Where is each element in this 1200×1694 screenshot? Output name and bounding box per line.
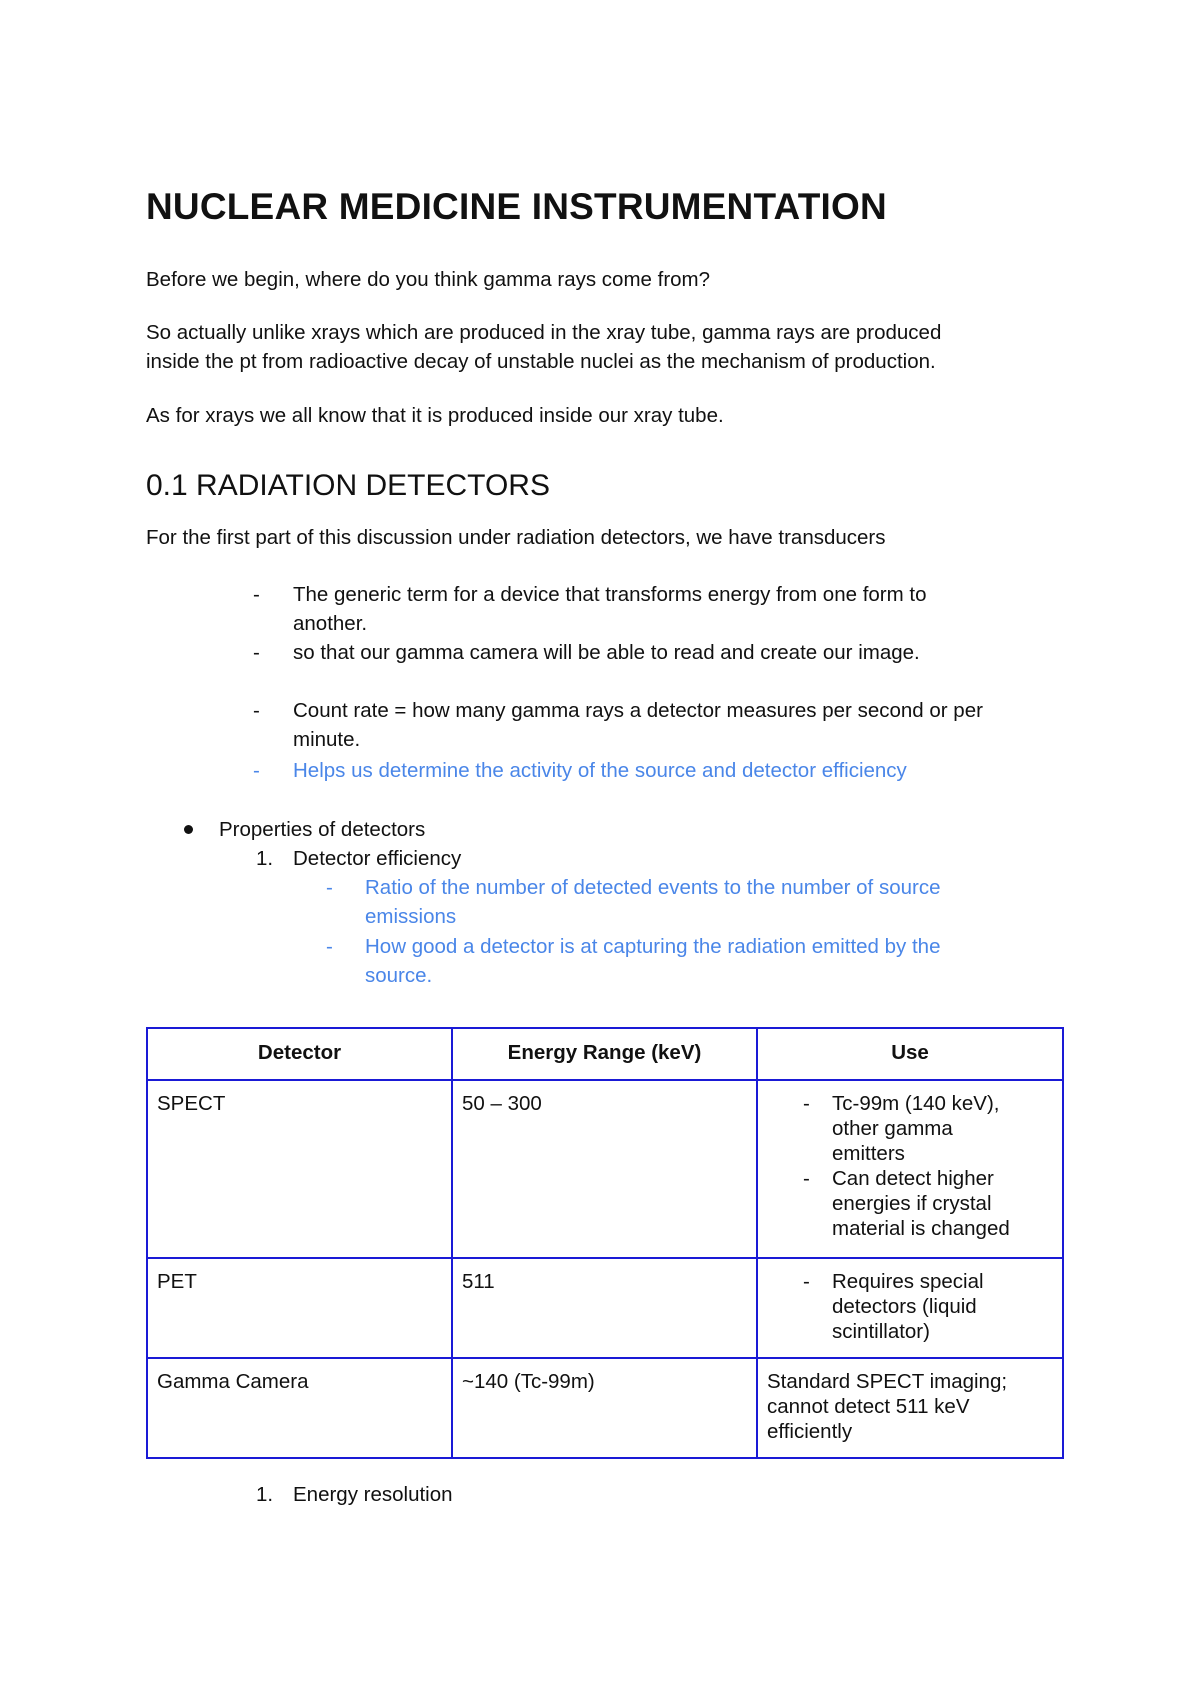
use-line: Requires special <box>832 1270 984 1293</box>
document-title: NUCLEAR MEDICINE INSTRUMENTATION <box>146 186 887 227</box>
list-item-text <box>293 580 1073 638</box>
intro-paragraph <box>146 318 1046 376</box>
use-line: Standard SPECT imaging; <box>767 1370 1008 1393</box>
column-header: Use <box>757 1028 1063 1080</box>
table-header-row <box>147 1028 1063 1080</box>
numbered-item-label: Energy resolution <box>293 1483 453 1506</box>
efficiency-point-line: How good a detector is at capturing the radiation emitted by the <box>365 935 941 958</box>
use-line: other gamma <box>832 1117 953 1140</box>
table-cell: Gamma Camera <box>147 1358 452 1458</box>
column-header: Energy Range (keV) <box>452 1028 757 1080</box>
use-list-item <box>758 1091 1053 1166</box>
dash-marker: - <box>326 935 333 958</box>
table-cell: PET <box>147 1258 452 1358</box>
efficiency-point-line: source. <box>365 964 433 987</box>
dash-marker: - <box>803 1092 810 1115</box>
list-item-text: so that our gamma camera will be able to read and create our image. <box>293 641 920 664</box>
table-cell: 511 <box>452 1258 757 1358</box>
use-line: scintillator) <box>832 1320 930 1343</box>
detector-table <box>146 1027 1064 1459</box>
dash-marker: - <box>326 876 333 899</box>
dash-marker: - <box>253 641 260 664</box>
table-row <box>147 1358 1063 1458</box>
section-heading: 0.1 RADIATION DETECTORS <box>146 469 550 502</box>
intro-question: Before we begin, where do you think gamma rays come from? <box>146 268 711 291</box>
use-line: energies if crystal <box>832 1192 992 1215</box>
intro-paragraph-line: inside the pt from radioactive decay of unstable nuclei as the mechanism of production. <box>146 350 936 373</box>
list-number: 1. <box>256 1483 274 1506</box>
use-list-item <box>758 1269 1053 1344</box>
intro-paragraph-line: So actually unlike xrays which are produced in the xray tube, gamma rays are produced <box>146 321 942 344</box>
dash-marker: - <box>803 1270 810 1293</box>
section-lead: For the first part of this discussion under radiation detectors, we have transducers <box>146 526 886 549</box>
use-line: efficiently <box>767 1420 853 1443</box>
efficiency-point-line: Ratio of the number of detected events to the number of source <box>365 876 941 899</box>
list-item-line: minute. <box>293 728 361 751</box>
use-line: cannot detect 511 keV <box>767 1395 970 1418</box>
efficiency-point-text <box>365 873 1045 931</box>
use-line: Can detect higher <box>832 1167 994 1190</box>
dash-marker: - <box>803 1167 810 1190</box>
list-item-line: Count rate = how many gamma rays a detector measures per second or per <box>293 699 983 722</box>
xray-paragraph: As for xrays we all know that it is produced inside our xray tube. <box>146 404 724 427</box>
list-item-text <box>293 696 1073 754</box>
bullet-dot-icon <box>184 825 193 834</box>
dash-marker: - <box>253 583 260 606</box>
list-item-line: another. <box>293 612 368 635</box>
use-line: material is changed <box>832 1217 1010 1240</box>
table-cell <box>757 1258 1063 1358</box>
table-cell: 50 – 300 <box>452 1080 757 1258</box>
table-cell <box>757 1358 1063 1458</box>
efficiency-point-text <box>365 932 1045 990</box>
table-cell <box>757 1080 1063 1258</box>
dash-marker: - <box>253 759 260 782</box>
column-header: Detector <box>147 1028 452 1080</box>
use-line: Tc-99m (140 keV), <box>832 1092 1000 1115</box>
list-number: 1. <box>256 847 274 870</box>
numbered-item-label: Detector efficiency <box>293 847 462 870</box>
dash-marker: - <box>253 699 260 722</box>
use-line: detectors (liquid <box>832 1295 977 1318</box>
list-item-text: Helps us determine the activity of the source and detector efficiency <box>293 759 907 782</box>
list-item-line: The generic term for a device that transforms energy from one form to <box>293 583 927 606</box>
table-cell: SPECT <box>147 1080 452 1258</box>
efficiency-point-line: emissions <box>365 905 457 928</box>
properties-label: Properties of detectors <box>219 818 426 841</box>
use-line: emitters <box>832 1142 905 1165</box>
table-row <box>147 1080 1063 1258</box>
table-cell: ~140 (Tc-99m) <box>452 1358 757 1458</box>
table-row <box>147 1258 1063 1358</box>
use-list-item <box>758 1166 1053 1241</box>
